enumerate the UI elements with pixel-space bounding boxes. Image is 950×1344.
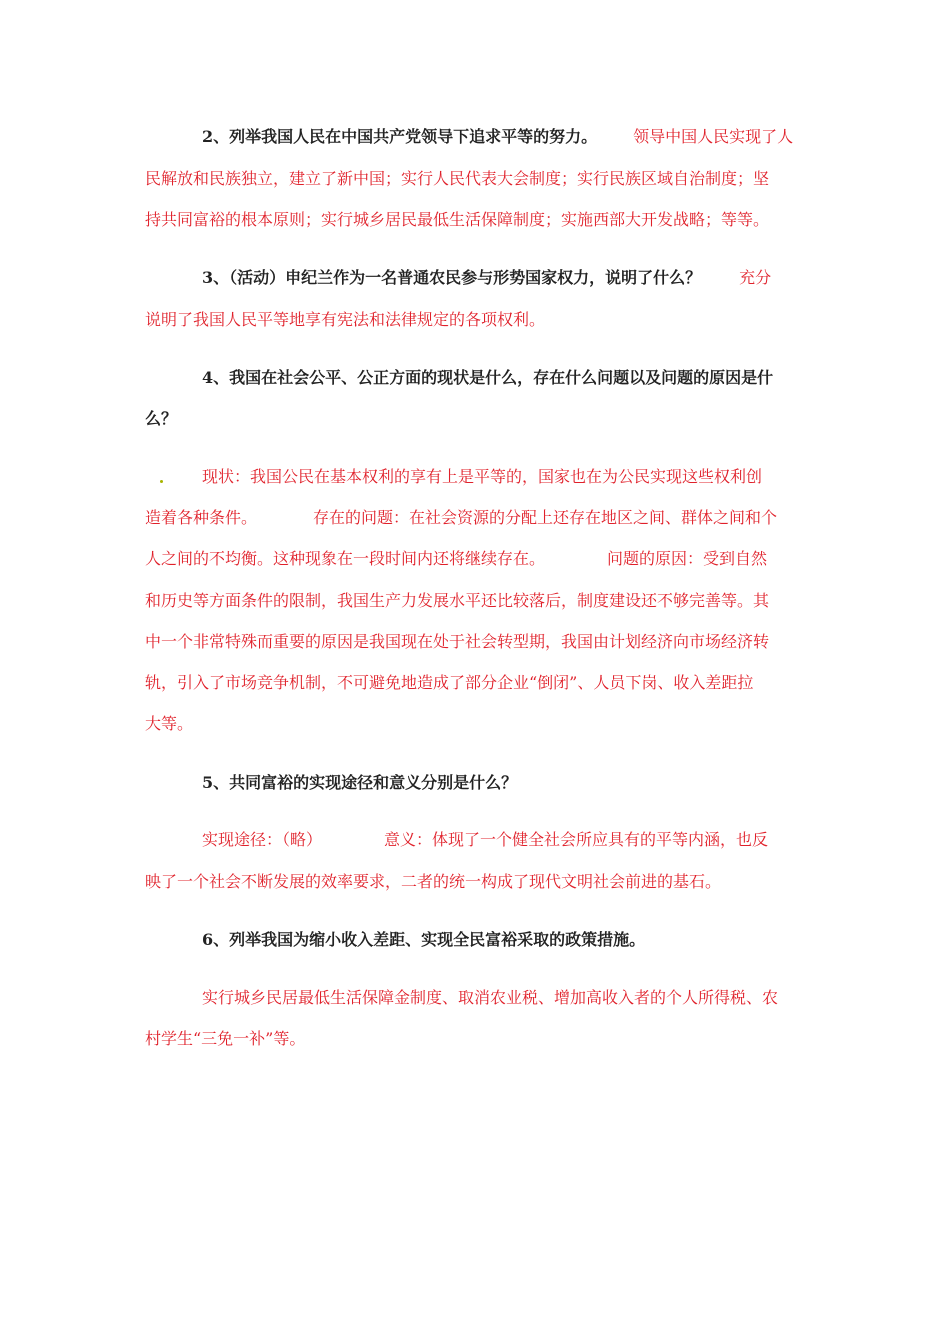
- q3-answer-1: 充分: [739, 268, 772, 287]
- q2-line-1: [202, 127, 810, 147]
- q4-status: 现状：我国公民在基本权利的享有上是平等的，国家也在为公民实现这些权利创: [202, 467, 763, 486]
- speck-mark: [160, 480, 163, 483]
- q4-line-3: [145, 549, 810, 569]
- q3-question: 3、（活动）申纪兰作为一名普通农民参与形势国家权力，说明了什么？: [202, 268, 702, 287]
- q5-answer-2: 映了一个社会不断发展的效率要求，二者的统一构成了现代文明社会前进的基石。: [145, 872, 722, 891]
- q6-answer-2: 村学生“三免一补”等。: [145, 1029, 306, 1048]
- q5-line-1: [202, 830, 810, 850]
- q4-question-2: 么？: [145, 409, 178, 428]
- q2-answer-3: 持共同富裕的根本原则；实行城乡居民最低生活保障制度；实施西部大开发战略；等等。: [145, 210, 770, 229]
- q3-answer-2: 说明了我国人民平等地享有宪法和法律规定的各项权利。: [145, 310, 546, 329]
- q6-question: 6、列举我国为缩小收入差距、实现全民富裕采取的政策措施。: [202, 930, 646, 949]
- q4-line-7: 大等。: [145, 714, 194, 733]
- q4-line-5: 中一个非常特殊而重要的原因是我国现在处于社会转型期，我国由计划经济向市场经济转: [145, 632, 770, 651]
- q5-question: 5、共同富裕的实现途径和意义分别是什么？: [202, 773, 518, 792]
- q4-line-4: 和历史等方面条件的限制，我国生产力发展水平还比较落后，制度建设还不够完善等。其: [145, 591, 770, 610]
- q4-problem: 存在的问题：在社会资源的分配上还存在地区之间、群体之间和个: [313, 508, 778, 527]
- q4-question-1: 4、我国在社会公平、公正方面的现状是什么，存在什么问题以及问题的原因是什: [202, 368, 774, 387]
- q5-meaning: 意义：体现了一个健全社会所应具有的平等内涵，也反: [384, 830, 769, 849]
- q4-line-2: [145, 508, 810, 528]
- q6-answer-1: 实行城乡民居最低生活保障金制度、取消农业税、增加高收入者的个人所得税、农: [202, 988, 779, 1007]
- q4-cause: 问题的原因：受到自然: [607, 549, 768, 568]
- q2-answer-2: 民解放和民族独立，建立了新中国；实行人民代表大会制度；实行民族区域自治制度；坚: [145, 169, 770, 188]
- q3-line-1: [202, 268, 810, 288]
- q2-answer-1: 领导中国人民实现了人: [633, 127, 794, 146]
- q4-line-2a: 造着各种条件。: [145, 508, 258, 527]
- q4-line-6: 轨，引入了市场竞争机制，不可避免地造成了部分企业“倒闭”、人员下岗、收入差距拉: [145, 673, 754, 692]
- q4-line-3a: 人之间的不均衡。这种现象在一段时间内还将继续存在。: [145, 549, 546, 568]
- q5-path: 实现途径：（略）: [202, 830, 323, 849]
- q2-question: 2、列举我国人民在中国共产党领导下追求平等的努力。: [202, 127, 598, 146]
